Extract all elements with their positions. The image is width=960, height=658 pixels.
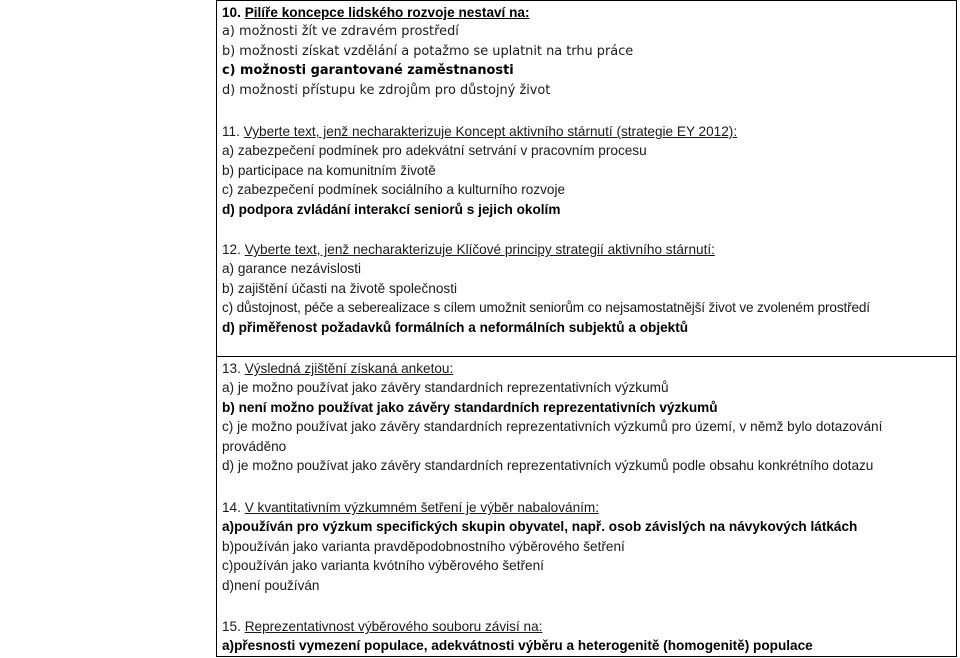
question-10-option-d: d) možnosti přístupu ke zdrojům pro důstojný život bbox=[222, 82, 551, 98]
question-12-option-a: a) garance nezávislosti bbox=[222, 261, 362, 277]
question-15-number: 15. bbox=[222, 619, 241, 634]
question-14-option-b: b)používán jako varianta pravděpodobnostního výběrového šetření bbox=[222, 538, 625, 554]
question-12-option-c: c) důstojnost, péče a seberealizace s cílem umožnit seniorům co nejsamostatnější život ve zvoleném prostředí bbox=[222, 300, 870, 316]
question-14-option-d: d)není používán bbox=[222, 577, 320, 593]
question-11-title: Vyberte text, jenž necharakterizuje Koncept aktivního stárnutí (strategie EY 2012): bbox=[243, 124, 738, 139]
question-13-heading bbox=[222, 359, 952, 378]
question-12-number: 12. bbox=[222, 242, 241, 257]
question-14-title: V kvantitativním výzkumném šetření je výběr nabalováním: bbox=[244, 500, 600, 515]
question-14 bbox=[222, 498, 952, 595]
question-12-title: Vyberte text, jenž necharakterizuje Klíčové principy strategií aktivního stárnutí: bbox=[244, 242, 715, 257]
question-10-title: Pilíře koncepce lidského rozvoje nestaví na: bbox=[244, 5, 530, 20]
question-14-heading bbox=[222, 498, 952, 517]
question-13-option-b-correct: b) není možno používat jako závěry standardních reprezentativních výzkumů bbox=[222, 399, 718, 415]
question-10-number: 10. bbox=[222, 5, 241, 20]
question-13-option-c: c) je možno používat jako závěry standardních reprezentativních výzkumů pro území, v němž bylo dotazování prováděno bbox=[222, 419, 883, 454]
question-12-option-b: b) zajištění účasti na životě společnosti bbox=[222, 280, 457, 296]
question-14-option-a-correct: a)používán pro výzkum specifických skupin obyvatel, např. osob závislých na návykových látkách bbox=[222, 519, 858, 535]
question-15 bbox=[222, 617, 952, 656]
question-10-heading bbox=[222, 3, 952, 22]
question-13-title: Výsledná zjištění získaná anketou: bbox=[244, 361, 454, 376]
question-13 bbox=[222, 359, 952, 475]
question-table bbox=[216, 0, 957, 657]
question-13-number: 13. bbox=[222, 361, 241, 376]
question-10 bbox=[222, 3, 952, 100]
question-10-option-b: b) možnosti získat vzdělání a potažmo se uplatnit na trhu práce bbox=[222, 43, 634, 59]
question-11 bbox=[222, 122, 952, 219]
question-14-number: 14. bbox=[222, 500, 241, 515]
question-15-option-a-correct: a)přesnosti vymezení populace, adekvátnosti výběru a heterogenitě (homogenitě) populace bbox=[222, 638, 813, 654]
question-13-option-d: d) je možno používat jako závěry standardních reprezentativních výzkumů podle obsahu konkrétního dotazu bbox=[222, 458, 874, 474]
row-divider bbox=[217, 356, 956, 357]
question-13-option-a: a) je možno používat jako závěry standardních reprezentativních výzkumů bbox=[222, 380, 669, 396]
question-12 bbox=[222, 240, 952, 337]
question-12-option-d-correct: d) přiměřenost požadavků formálních a neformálních subjektů a objektů bbox=[222, 319, 689, 335]
question-14-option-c: c)používán jako varianta kvótního výběrového šetření bbox=[222, 558, 544, 574]
question-11-option-b: b) participace na komunitním životě bbox=[222, 162, 436, 178]
question-11-option-c: c) zabezpečení podmínek sociálního a kulturního rozvoje bbox=[222, 182, 566, 198]
question-10-option-c-correct: c) možnosti garantované zaměstnanosti bbox=[222, 63, 514, 79]
question-10-option-a: a) možnosti žít ve zdravém prostředí bbox=[222, 24, 459, 40]
question-12-heading bbox=[222, 240, 952, 259]
question-11-heading bbox=[222, 122, 952, 141]
question-11-number: 11. bbox=[222, 124, 240, 139]
question-15-heading bbox=[222, 617, 952, 636]
question-11-option-d-correct: d) podpora zvládání interakcí seniorů s jejich okolím bbox=[222, 201, 561, 217]
question-11-option-a: a) zabezpečení podmínek pro adekvátní setrvání v pracovním procesu bbox=[222, 143, 647, 159]
table-top-border bbox=[217, 0, 956, 1]
question-15-title: Reprezentativnost výběrového souboru závisí na: bbox=[244, 619, 543, 634]
